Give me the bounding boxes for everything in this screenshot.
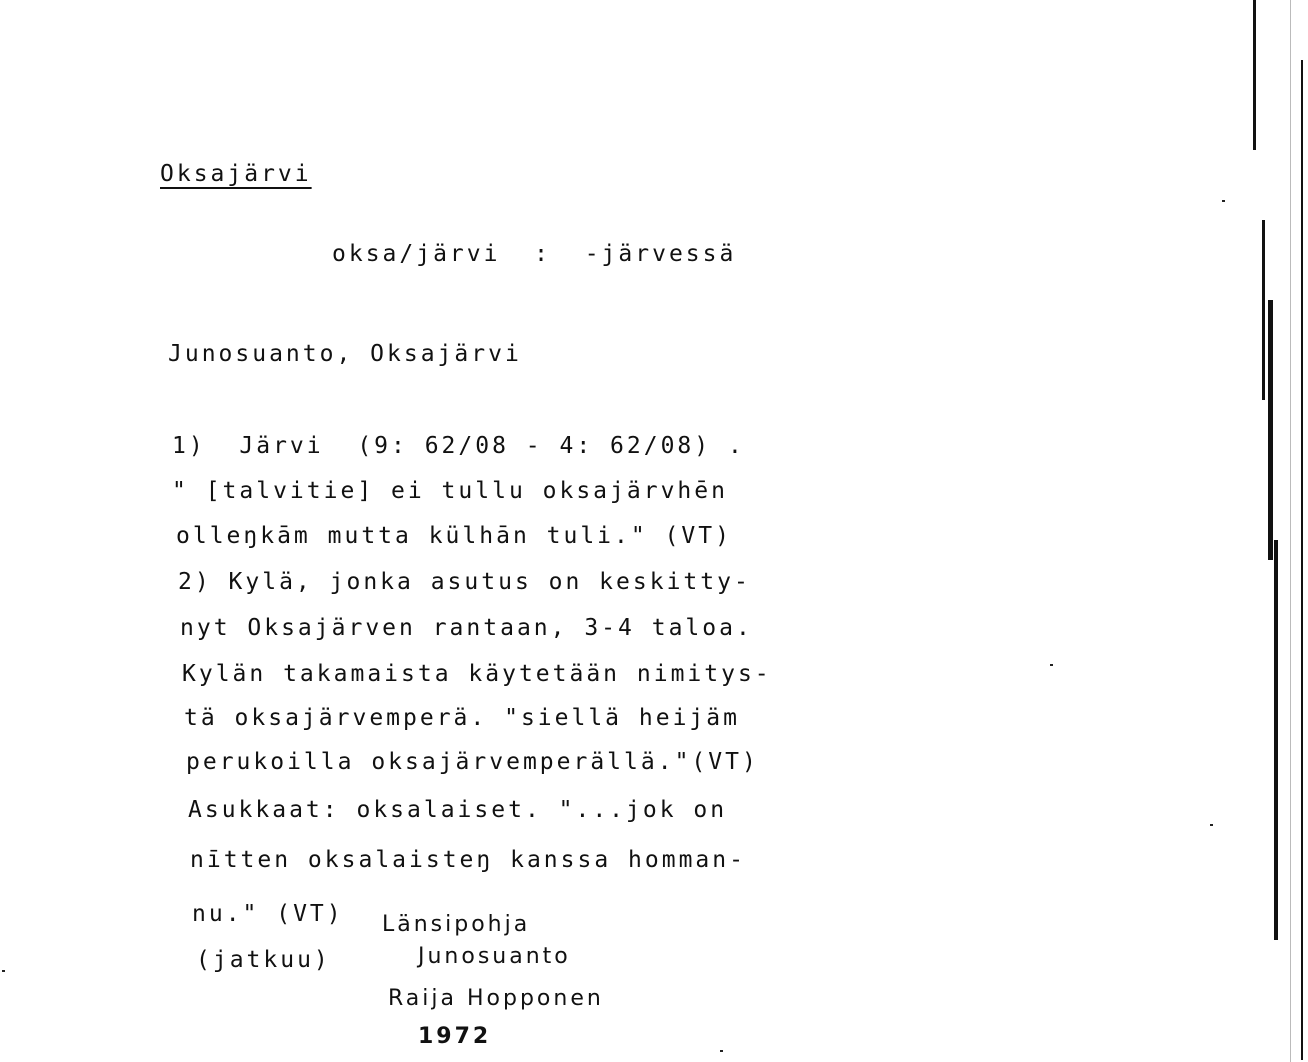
scan-speck [720,1050,723,1052]
scan-speck [1050,664,1053,666]
place-name: Junosuanto, Oksajärvi [168,341,522,367]
card-edge-faint [1290,0,1291,1062]
entry-line-8: perukoilla oksajärvemperällä."(VT) [186,749,759,775]
entry-line-6: Kylän takamaista käytetään nimitys- [182,661,772,687]
stamp-village: Junosuanto [418,944,571,969]
stamp-region: Länsipohja [382,912,531,937]
entry-line-5: nyt Oksajärven rantaan, 3-4 taloa. [180,615,753,641]
entry-line-1: 1) Järvi (9: 62/08 - 4: 62/08) . [172,433,745,459]
card-edge-mid [1262,220,1265,400]
scan-speck [2,970,5,972]
card-edge-lower [1274,540,1278,940]
scan-speck [1210,824,1213,826]
entry-line-2: " [talvitie] ei tullu oksajärvhēn [172,478,728,504]
entry-line-9: Asukkaat: oksalaiset. "...jok on [188,797,728,823]
card-edge-top [1253,0,1256,150]
stamp-year: 1972 [418,1024,492,1049]
continued-note: (jatkuu) [196,947,331,973]
scan-speck [1222,200,1225,202]
card-title: Oksajärvi [160,161,312,187]
entry-line-11: nu." (VT) [192,901,344,927]
entry-line-3: olleŋkām mutta külhān tuli." (VT) [176,523,732,549]
card-edge-outer [1301,60,1303,1060]
stamp-collector: Raija Hopponen [388,986,604,1011]
card-edge-heavy [1268,300,1273,560]
entry-line-4: 2) Kylä, jonka asutus on keskitty- [178,569,751,595]
entry-line-10: nītten oksalaisteŋ kanssa homman- [190,847,746,873]
entry-line-7: tä oksajärvemperä. "siellä heijäm [184,705,740,731]
headword: oksa/järvi : -järvessä [332,241,737,267]
